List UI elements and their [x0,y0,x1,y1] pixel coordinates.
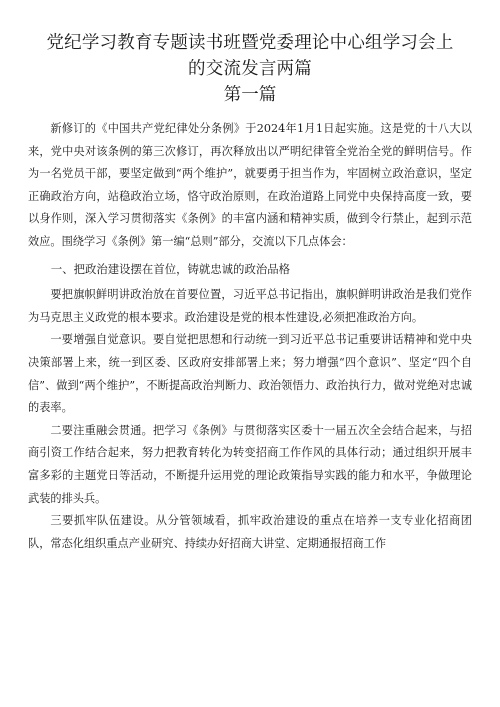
section-title: 第一篇 [223,85,277,105]
paragraph: 一要增强自觉意识。要自觉把思想和行动统一到习近平总书记重要讲话精神和党中央决策部署上来，统一到区委、区政府安排部署上来；努力增强“四个意识”、坚定“四个自信”、做到“两个维护”，不断提高政治判断力、政治领悟力、政治执行力，做对党绝对忠诚的表率。 [28,333,472,415]
title-line-1: 党纪学习教育专题读书班暨党委理论中心组学习会上 [46,33,454,53]
document-title [28,30,472,82]
paragraph: 要把旗帜鲜明讲政治放在首要位置，习近平总书记指出，旗帜鲜明讲政治是我们党作为马克思主义政党的根本要求。政治建设是党的根本性建设,必须把准政治方向。 [28,288,472,324]
document-body [28,118,472,555]
paragraph: 二要注重融会贯通。把学习《条例》与贯彻落实区委十一届五次全会结合起来，与招商引资工作结合起来，努力把教育转化为转变招商工作作风的具体行动；通过组织开展丰富多彩的主题党日等活动，不断提升运用党的理论政策指导实践的能力和水平，争做理论武装的排头兵。 [28,423,472,505]
section-heading: 一、把政治建设摆在首位，铸就忠诚的政治品格 [50,261,291,276]
paragraph: 新修订的《中国共产党纪律处分条例》于2024年1月1日起实施。这是党的十八大以来，党中央对该条例的第三次修订，再次释放出以严明纪律管全党治全党的鲜明信号。作为一名党员干部，要坚定做到“两个维护”，就要勇于担当作为，牢固树立政治意识，坚定正确政治方向，站稳政治立场，恪守政治原则，在政治道路上同党中央保持高度一致，要以身作则，深入学习贯彻落实《条例》的丰富内涵和精神实质，做到令行禁止，起到示范效应。围绕学习《条例》第一编“总则”部分，交流以下几点体会： [28,122,472,248]
title-line-2: 的交流发言两篇 [188,59,312,79]
paragraph: 三要抓牢队伍建设。从分管领域看，抓牢政治建设的重点在培养一支专业化招商团队，常态化组织重点产业研究、持续办好招商大讲堂、定期通报招商工作 [28,514,472,550]
